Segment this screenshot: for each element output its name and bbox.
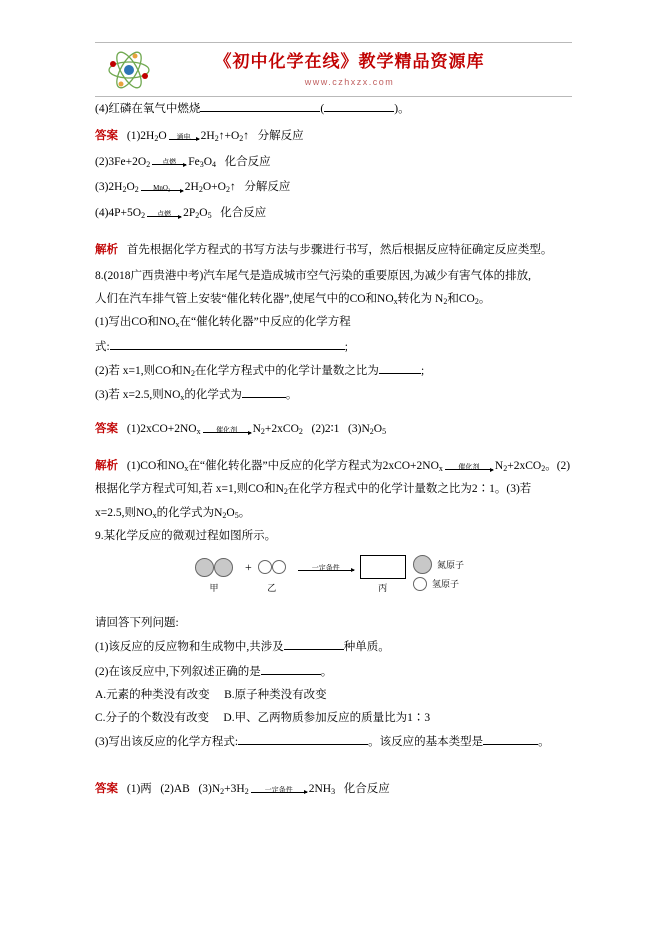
reaction-arrow: 催化剂 xyxy=(445,463,493,470)
diagram-product-label: 丙 xyxy=(378,583,388,594)
question-8-sub3: (3)若 x=2.5,则$NO_x$的化学式为 。 xyxy=(95,386,575,404)
answer-label: 答案 xyxy=(95,127,118,142)
reaction-arrow: 点燃 xyxy=(152,158,186,165)
legend-item xyxy=(413,555,464,574)
gray-atom-icon xyxy=(413,555,432,574)
diagram-product-box xyxy=(360,555,406,579)
diagram-reactant-2-label: 乙 xyxy=(267,583,277,594)
reaction-arrow: 通电 xyxy=(169,133,199,140)
answer-label: 答案 xyxy=(95,421,118,436)
question-8-stem-line1: 8.(2018广西贵港中考)汽车尾气是造成城市空气污染的重要原因,为减少有害气体的排放, xyxy=(95,269,532,282)
answer-block-1-item-4: $(4)4P+5O_2$ 点燃 $2P_2O_5$ 化合反应 xyxy=(95,207,267,221)
diagram-product xyxy=(360,555,406,594)
answer-block-1-item-2: $(2)3Fe+2O_2$ 点燃 $Fe_3O_4$ 化合反应 xyxy=(95,155,271,169)
white-atom-icon xyxy=(413,577,427,591)
gray-atom-icon xyxy=(214,558,233,577)
diagram-reactant-1 xyxy=(195,555,233,594)
gray-atom-icon xyxy=(195,558,214,577)
answer-block-1-item-3: $(3)2H_2O_2$ MnO₂ $2H_2O+O_2↑$ 分解反应 xyxy=(95,181,291,195)
question-9-option-cd: C.分子的个数没有改变 D.甲、乙两物质参加反应的质量比为1∶3 xyxy=(95,712,431,725)
question-8-sub1-line2: 式: ; xyxy=(95,338,575,356)
diagram-reactant-1-label: 甲 xyxy=(209,583,219,594)
reaction-microscopic-diagram xyxy=(95,555,575,601)
site-banner xyxy=(95,42,572,97)
question-8-stem-line2: 人们在汽车排气管上安装“催化转化器”,使尾气中的CO和$NO_x$转化为 $N_2$和$CO_2$。 xyxy=(95,293,491,307)
diagram-plus-sign: + xyxy=(245,560,252,575)
analysis-label: 解析 xyxy=(95,242,118,257)
legend-label: 氢原子 xyxy=(432,579,460,590)
reaction-arrow: 催化剂 xyxy=(203,426,251,433)
answer-block-9: 答案 (1)两 (2)AB $(3)N_2+3H_2$ 一定条件 $2NH_3$ 化合反应 xyxy=(95,780,390,796)
answer-block-1-item-1: 答案 $(1)2H_2O$ 通电 $2H_2↑+O_2↑$ 分解反应 xyxy=(95,127,304,143)
diagram-reaction-arrow: 一定条件 xyxy=(298,564,354,571)
document-content xyxy=(95,100,575,807)
analysis-block-8-line1: 解析 (1)CO和$NO_x$在“催化转化器”中反应的化学方程式为$2xCO+2NO_x$ 催化剂 $N_2+2xCO_2$。(2) xyxy=(95,458,571,474)
question-8-sub1-line1: (1)写出CO和$NO_x$在“催化转化器”中反应的化学方程 xyxy=(95,316,351,330)
legend-item xyxy=(413,577,464,591)
white-atom-icon xyxy=(272,560,286,574)
white-atom-icon xyxy=(258,560,272,574)
question-9-sub1: (1)该反应的反应物和生成物中,共涉及 种单质。 xyxy=(95,638,575,656)
answer-block-8: 答案 $(1)2xCO+2NO_x$ 催化剂 $N_2+2xCO_2$ (2)2∶1 $(3)N_2O_5$ xyxy=(95,421,387,437)
answer-label: 答案 xyxy=(95,780,118,795)
reaction-arrow: 一定条件 xyxy=(251,786,307,793)
question-9-option-ab: A.元素的种类没有改变 B.原子种类没有改变 xyxy=(95,688,327,701)
banner-subtitle: www.czhxzx.com xyxy=(304,76,395,87)
question-9-stem: 9.某化学反应的微观过程如图所示。 xyxy=(95,529,277,542)
question-9-sub2: (2)在该反应中,下列叙述正确的是 。 xyxy=(95,663,575,681)
banner-title: 《初中化学在线》教学精品资源库 xyxy=(214,52,485,73)
atom-logo-icon xyxy=(101,48,157,92)
question-8-sub2: (2)若 x=1,则CO和$N_2$在化学方程式中的化学计量数之比为 ; xyxy=(95,362,575,380)
legend-label: 氮原子 xyxy=(437,559,465,570)
diagram-legend xyxy=(413,555,464,594)
analysis-block-8-line3: x=2.5,则$NO_x$的化学式为$N_2O_5$。 xyxy=(95,506,251,520)
diagram-reactant-2 xyxy=(258,555,286,594)
question-9-sub3: (3)写出该反应的化学方程式: 。该反应的基本类型是 。 xyxy=(95,733,575,751)
reaction-arrow: MnO₂ xyxy=(141,184,183,191)
analysis-block-8-line2: 根据化学方程式可知,若 x=1,则CO和$N_2$在化学方程式中的化学计量数之比为2∶1。(3)若 xyxy=(95,483,532,497)
question-9-prompt: 请回答下列问题: xyxy=(95,617,179,630)
analysis-label: 解析 xyxy=(95,458,118,473)
question-4-stem: (4)红磷在氧气中燃烧 ( )。 xyxy=(95,100,575,119)
reaction-arrow: 点燃 xyxy=(147,210,181,217)
analysis-block-1: 解析 首先根据化学方程式的书写方法与步骤进行书写，然后根据反应特征确定反应类型。 xyxy=(95,242,553,257)
